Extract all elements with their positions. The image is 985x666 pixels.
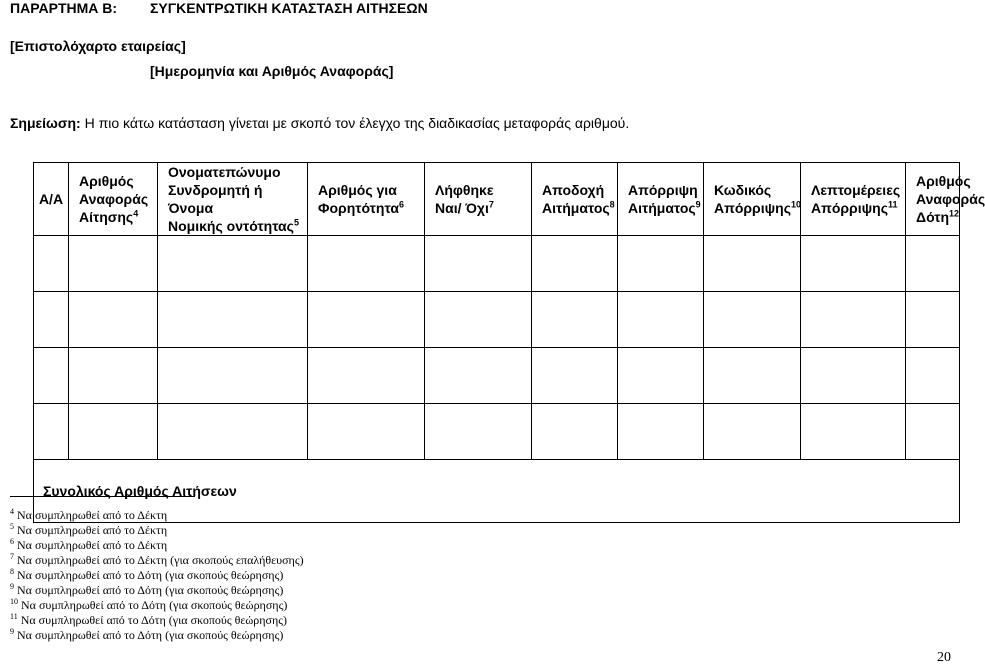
table-cell[interactable] (34, 292, 69, 348)
table-row (34, 404, 960, 460)
table-cell[interactable] (532, 236, 618, 292)
column-header-line: Α/Α (38, 191, 64, 207)
table-cell[interactable] (308, 348, 425, 404)
table-cell[interactable] (425, 292, 532, 348)
column-header (425, 163, 532, 236)
footnote-number: 11 (10, 612, 18, 621)
column-header (618, 163, 704, 236)
footnote (10, 523, 304, 538)
footnote-text: Να συμπληρωθεί από το Δέκτη (17, 523, 168, 537)
footnote-text: Να συμπληρωθεί από το Δότη (για σκοπούς θεώρησης) (20, 613, 288, 627)
table-cell[interactable] (69, 404, 158, 460)
footnote (10, 583, 304, 598)
column-header-line: Ναι/ Όχι (435, 200, 489, 216)
column-header-line: Αιτήματος (628, 200, 696, 216)
table-cell[interactable] (704, 236, 801, 292)
column-header-line: Κωδικός (714, 182, 772, 198)
date-reference-placeholder: [Ημερομηνία και Αριθμός Αναφοράς] (150, 63, 394, 79)
column-header-line: Αριθμός για (318, 182, 397, 198)
table-cell[interactable] (704, 404, 801, 460)
table-cell[interactable] (906, 236, 960, 292)
column-header (69, 163, 158, 236)
column-header (158, 163, 308, 236)
annex-label: ΠΑΡΑΡΤΗΜΑ Β: (10, 0, 118, 16)
footnotes (10, 508, 304, 643)
table-cell[interactable] (532, 292, 618, 348)
table-cell[interactable] (425, 404, 532, 460)
footnote (10, 553, 304, 568)
table-cell[interactable] (69, 236, 158, 292)
letterhead-placeholder: [Επιστολόχαρτο εταιρείας] (10, 38, 186, 54)
table-cell[interactable] (158, 236, 308, 292)
table-cell[interactable] (906, 404, 960, 460)
footnote-ref: 5 (293, 217, 299, 228)
table-body (34, 236, 960, 523)
column-header-line: Αναφοράς (79, 191, 149, 207)
table-row (34, 348, 960, 404)
note (10, 115, 629, 131)
table-cell[interactable] (34, 348, 69, 404)
table-cell[interactable] (532, 348, 618, 404)
footnote-number: 10 (10, 597, 18, 606)
column-header (308, 163, 425, 236)
applications-table (33, 162, 985, 523)
table-row (34, 236, 960, 292)
footnote-text: Να συμπληρωθεί από το Δότη (για σκοπούς θεώρησης) (17, 583, 284, 597)
column-header (801, 163, 906, 236)
footnote-separator (10, 496, 195, 497)
column-header (34, 163, 69, 236)
column-header (532, 163, 618, 236)
footnote-text: Να συμπληρωθεί από το Δέκτη (17, 538, 168, 552)
table-cell[interactable] (158, 348, 308, 404)
total-label: Συνολικός Αριθμός Αιτήσεων (34, 460, 960, 523)
table-cell[interactable] (158, 404, 308, 460)
footnote-ref: 12 (949, 208, 960, 219)
table-cell[interactable] (618, 348, 704, 404)
footnote-ref: 10 (790, 199, 801, 210)
column-header-line: Δότη (916, 209, 950, 225)
column-header (704, 163, 801, 236)
table-cell[interactable] (801, 348, 906, 404)
table-cell[interactable] (69, 292, 158, 348)
footnote-text: Να συμπληρωθεί από το Δότη (για σκοπούς θεώρησης) (17, 628, 284, 642)
table-cell[interactable] (158, 292, 308, 348)
column-header-line: Φορητότητα (318, 200, 399, 216)
table-cell[interactable] (704, 292, 801, 348)
footnote-number: 6 (10, 537, 14, 546)
table-cell[interactable] (906, 348, 960, 404)
footnote-number: 7 (10, 552, 14, 561)
table-cell[interactable] (308, 236, 425, 292)
footnote-ref: 11 (887, 199, 898, 210)
column-header-line: Λεπτομέρειες (811, 182, 901, 198)
table-cell[interactable] (801, 236, 906, 292)
annex-title: ΣΥΓΚΕΝΤΡΩΤΙΚΗ ΚΑΤΑΣΤΑΣΗ ΑΙΤΗΣΕΩΝ (150, 0, 428, 16)
table-cell[interactable] (308, 292, 425, 348)
footnote-text: Να συμπληρωθεί από το Δέκτη (17, 508, 168, 522)
column-header-line: Απόρριψης (811, 200, 888, 216)
table-cell[interactable] (801, 404, 906, 460)
footnote (10, 568, 304, 583)
footnote-number: 9 (10, 582, 14, 591)
page-number: 20 (937, 650, 951, 665)
column-header-line: Αιτήματος (542, 200, 610, 216)
table-cell[interactable] (34, 404, 69, 460)
table-row (34, 292, 960, 348)
table-cell[interactable] (801, 292, 906, 348)
footnote-number: 4 (10, 507, 14, 516)
table-cell[interactable] (906, 292, 960, 348)
column-header-line: Αναφοράς (916, 191, 985, 207)
table-cell[interactable] (69, 348, 158, 404)
footnote (10, 508, 304, 523)
table-cell[interactable] (425, 236, 532, 292)
footnote-ref: 4 (133, 208, 139, 219)
footnote-text: Να συμπληρωθεί από το Δότη (για σκοπούς θεώρησης) (17, 568, 284, 582)
footnote-ref: 7 (488, 199, 494, 210)
footnote-number: 5 (10, 522, 14, 531)
table-cell[interactable] (618, 292, 704, 348)
table-cell[interactable] (618, 236, 704, 292)
column-header (906, 163, 985, 236)
footnote-text: Να συμπληρωθεί από το Δέκτη (για σκοπούς επαλήθευσης) (17, 553, 304, 567)
table-cell[interactable] (704, 348, 801, 404)
column-header-line: Αποδοχή (542, 182, 605, 198)
footnote-text: Να συμπληρωθεί από το Δότη (για σκοπούς θεώρησης) (21, 598, 288, 612)
footnote (10, 598, 304, 613)
column-header-line: Συνδρομητή ή Όνομα (168, 182, 263, 216)
note-label: Σημείωση: (10, 115, 81, 131)
footnote-ref: 9 (695, 199, 701, 210)
footnote (10, 613, 304, 628)
column-header-line: Ονοματεπώνυμο (168, 164, 281, 180)
footnote (10, 628, 304, 643)
table-cell[interactable] (425, 348, 532, 404)
column-header-line: Λήφθηκε (435, 182, 494, 198)
footnote (10, 538, 304, 553)
column-header-line: Αριθμός (79, 173, 134, 189)
column-header-line: Νομικής οντότητας (168, 218, 294, 234)
footnote-ref: 6 (398, 199, 404, 210)
table-cell[interactable] (308, 404, 425, 460)
table-header-row (34, 163, 960, 236)
column-header-line: Απόρριψη (628, 182, 698, 198)
note-text: Η πιο κάτω κατάσταση γίνεται με σκοπό τον έλεγχο της διαδικασίας μεταφοράς αριθμού. (84, 115, 630, 131)
footnote-ref: 8 (609, 199, 615, 210)
table-cell[interactable] (34, 236, 69, 292)
column-header-line: Αριθμός (916, 173, 971, 189)
footnote-number: 8 (10, 567, 14, 576)
table-cell[interactable] (532, 404, 618, 460)
table-cell[interactable] (618, 404, 704, 460)
column-header-line: Αίτησης (79, 209, 134, 225)
column-header-line: Απόρριψης (714, 200, 791, 216)
footnote-number: 9 (10, 627, 14, 636)
